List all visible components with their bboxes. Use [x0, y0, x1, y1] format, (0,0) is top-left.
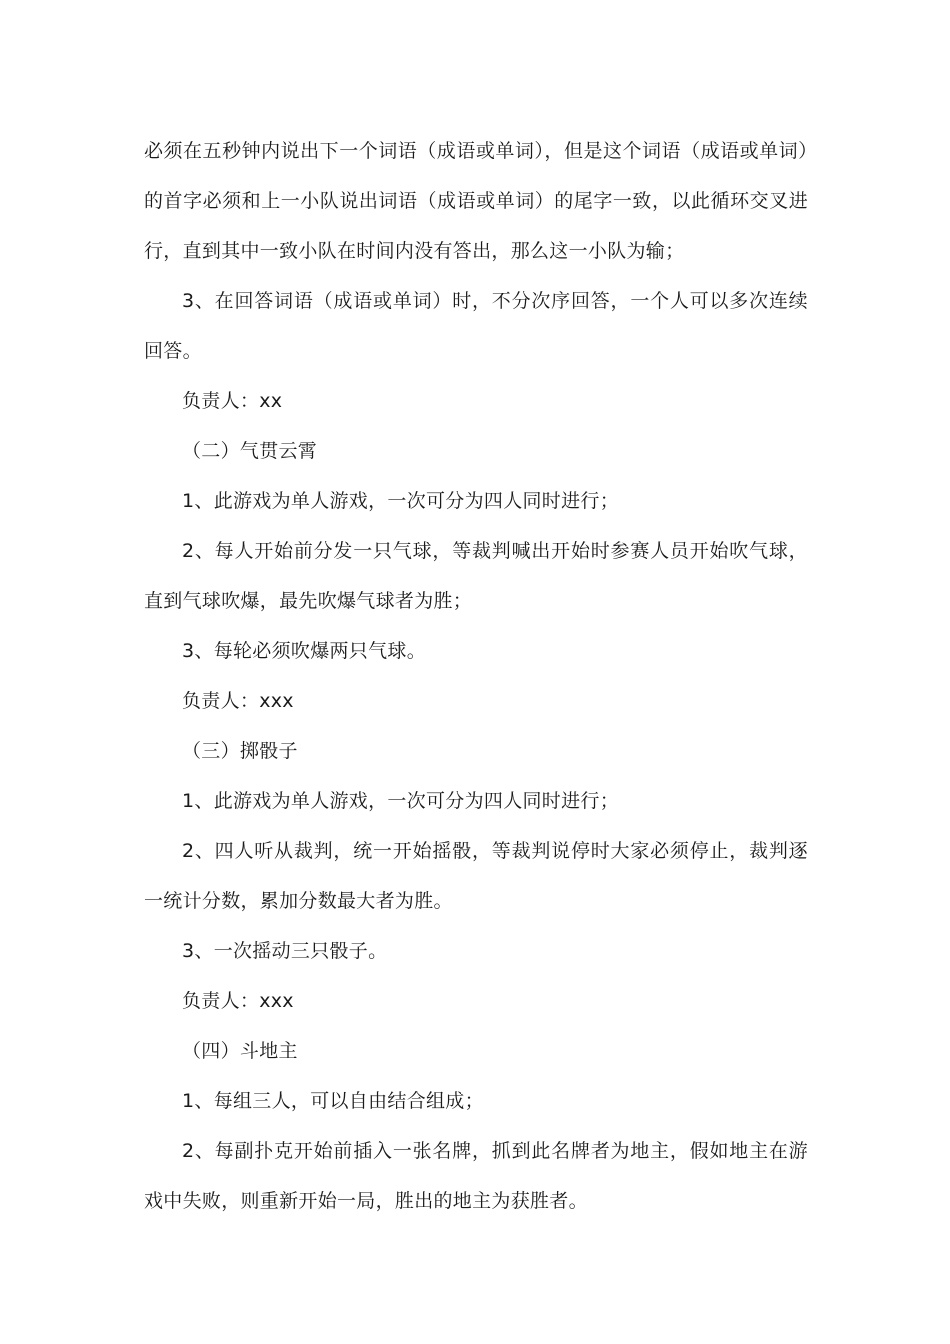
section-heading-3: （三）掷骰子: [182, 740, 298, 762]
paragraph-rule-3: 3、在回答词语（成语或单词）时，不分次序回答，一个人可以多次连续回答。: [144, 290, 808, 362]
paragraph-rule-1: 1、此游戏为单人游戏，一次可分为四人同时进行；: [182, 790, 619, 812]
paragraph-rule-2: 2、每副扑克开始前插入一张名牌，抓到此名牌者为地主，假如地主在游戏中失败，则重新开始一局，胜出的地主为获胜者。: [144, 1140, 808, 1212]
paragraph-rule-1: 1、每组三人，可以自由结合组成；: [182, 1090, 484, 1112]
paragraph-continuation: 必须在五秒钟内说出下一个词语（成语或单词），但是这个词语（成语或单词）的首字必须和上一小队说出词语（成语或单词）的尾字一致，以此循环交叉进行，直到其中一致小队在时间内没有答出，那么这一小队为输；: [144, 140, 808, 262]
section-heading-4: （四）斗地主: [182, 1040, 298, 1062]
paragraph-rule-2: 2、每人开始前分发一只气球，等裁判喊出开始时参赛人员开始吹气球，直到气球吹爆，最先吹爆气球者为胜；: [144, 540, 808, 612]
paragraph-rule-2: 2、四人听从裁判，统一开始摇骰，等裁判说停时大家必须停止，裁判逐一统计分数，累加分数最大者为胜。: [144, 840, 808, 912]
document-body: [144, 126, 808, 1226]
paragraph-rule-3: 3、每轮必须吹爆两只气球。: [182, 640, 426, 662]
paragraph-owner: 负责人：xx: [182, 390, 283, 412]
paragraph-rule-1: 1、此游戏为单人游戏，一次可分为四人同时进行；: [182, 490, 619, 512]
paragraph-rule-3: 3、一次摇动三只骰子。: [182, 940, 388, 962]
section-heading-2: （二）气贯云霄: [182, 440, 318, 462]
paragraph-owner: 负责人：xxx: [182, 990, 294, 1012]
paragraph-owner: 负责人：xxx: [182, 690, 294, 712]
